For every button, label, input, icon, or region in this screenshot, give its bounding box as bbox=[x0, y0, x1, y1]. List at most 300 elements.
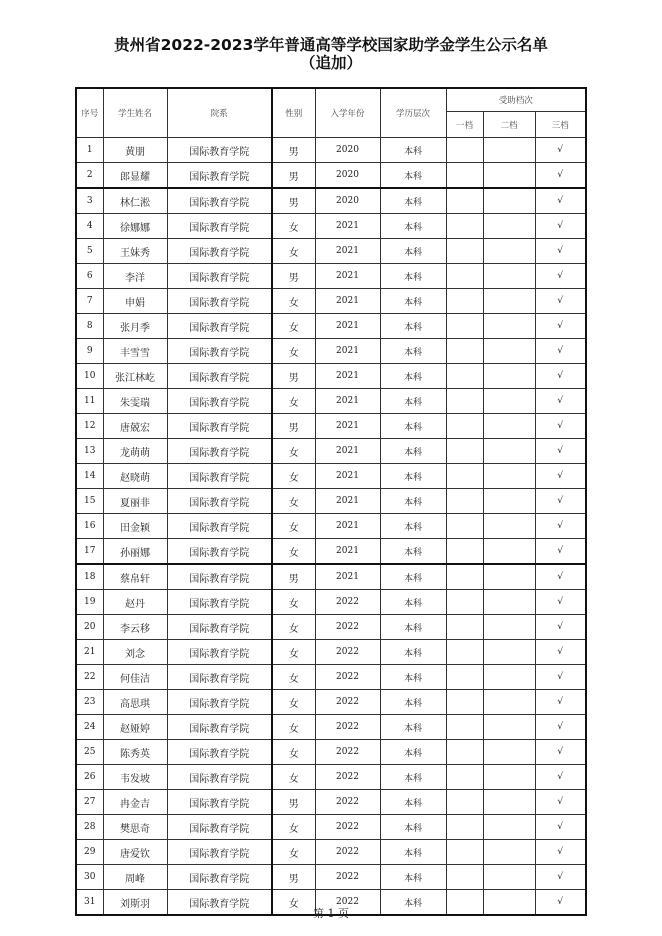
gender: 女 bbox=[272, 514, 315, 539]
grade2-mark bbox=[483, 464, 535, 489]
department: 国际教育学院 bbox=[167, 239, 272, 264]
education-level: 本科 bbox=[380, 489, 446, 514]
row-index: 1 bbox=[76, 138, 103, 163]
row-index: 16 bbox=[76, 514, 103, 539]
student-name: 田金颖 bbox=[103, 514, 167, 539]
grade3-mark: √ bbox=[535, 640, 586, 665]
row-index: 11 bbox=[76, 389, 103, 414]
student-name: 张江林屹 bbox=[103, 364, 167, 389]
row-index: 23 bbox=[76, 690, 103, 715]
grade3-mark: √ bbox=[535, 615, 586, 640]
table-row bbox=[76, 289, 586, 314]
student-name: 韦发坡 bbox=[103, 765, 167, 790]
department: 国际教育学院 bbox=[167, 564, 272, 590]
grade3-mark: √ bbox=[535, 163, 586, 189]
department: 国际教育学院 bbox=[167, 715, 272, 740]
enrollment-year: 2022 bbox=[315, 715, 380, 740]
grade1-mark bbox=[446, 489, 483, 514]
department: 国际教育学院 bbox=[167, 690, 272, 715]
student-name: 刘念 bbox=[103, 640, 167, 665]
grade3-mark: √ bbox=[535, 790, 586, 815]
grade1-mark bbox=[446, 665, 483, 690]
grade2-mark bbox=[483, 214, 535, 239]
table-row bbox=[76, 163, 586, 189]
grade1-mark bbox=[446, 439, 483, 464]
table-row bbox=[76, 439, 586, 464]
gender: 女 bbox=[272, 840, 315, 865]
department: 国际教育学院 bbox=[167, 765, 272, 790]
student-name: 夏丽非 bbox=[103, 489, 167, 514]
grade2-mark bbox=[483, 615, 535, 640]
enrollment-year: 2022 bbox=[315, 840, 380, 865]
row-index: 21 bbox=[76, 640, 103, 665]
department: 国际教育学院 bbox=[167, 439, 272, 464]
student-name: 朱雯瑞 bbox=[103, 389, 167, 414]
education-level: 本科 bbox=[380, 188, 446, 214]
education-level: 本科 bbox=[380, 289, 446, 314]
row-index: 30 bbox=[76, 865, 103, 890]
grade2-mark bbox=[483, 564, 535, 590]
gender: 女 bbox=[272, 890, 315, 916]
gender: 女 bbox=[272, 815, 315, 840]
table-row bbox=[76, 188, 586, 214]
grade3-mark: √ bbox=[535, 590, 586, 615]
row-index: 10 bbox=[76, 364, 103, 389]
header-grade2: 二档 bbox=[483, 112, 535, 138]
education-level: 本科 bbox=[380, 640, 446, 665]
gender: 女 bbox=[272, 615, 315, 640]
grade2-mark bbox=[483, 489, 535, 514]
enrollment-year: 2020 bbox=[315, 138, 380, 163]
grade2-mark bbox=[483, 289, 535, 314]
student-name: 孙丽娜 bbox=[103, 539, 167, 565]
grade2-mark bbox=[483, 364, 535, 389]
grade3-mark: √ bbox=[535, 289, 586, 314]
table-row bbox=[76, 665, 586, 690]
table-row bbox=[76, 740, 586, 765]
row-index: 18 bbox=[76, 564, 103, 590]
grade3-mark: √ bbox=[535, 414, 586, 439]
grade1-mark bbox=[446, 163, 483, 189]
grade1-mark bbox=[446, 640, 483, 665]
grade1-mark bbox=[446, 264, 483, 289]
table-row bbox=[76, 489, 586, 514]
student-name: 樊思奇 bbox=[103, 815, 167, 840]
header-index: 序号 bbox=[76, 88, 103, 138]
row-index: 4 bbox=[76, 214, 103, 239]
education-level: 本科 bbox=[380, 514, 446, 539]
enrollment-year: 2021 bbox=[315, 264, 380, 289]
gender: 女 bbox=[272, 640, 315, 665]
grade2-mark bbox=[483, 239, 535, 264]
education-level: 本科 bbox=[380, 264, 446, 289]
grade1-mark bbox=[446, 564, 483, 590]
row-index: 8 bbox=[76, 314, 103, 339]
student-name: 冉金吉 bbox=[103, 790, 167, 815]
department: 国际教育学院 bbox=[167, 665, 272, 690]
table-row bbox=[76, 615, 586, 640]
department: 国际教育学院 bbox=[167, 539, 272, 565]
table-row bbox=[76, 640, 586, 665]
grade1-mark bbox=[446, 364, 483, 389]
department: 国际教育学院 bbox=[167, 138, 272, 163]
department: 国际教育学院 bbox=[167, 514, 272, 539]
gender: 女 bbox=[272, 665, 315, 690]
grade3-mark: √ bbox=[535, 890, 586, 916]
department: 国际教育学院 bbox=[167, 640, 272, 665]
row-index: 13 bbox=[76, 439, 103, 464]
grade1-mark bbox=[446, 615, 483, 640]
grade2-mark bbox=[483, 640, 535, 665]
document-subtitle: （追加） bbox=[299, 54, 362, 72]
department: 国际教育学院 bbox=[167, 414, 272, 439]
student-name: 高思琪 bbox=[103, 690, 167, 715]
row-index: 2 bbox=[76, 163, 103, 189]
education-level: 本科 bbox=[380, 865, 446, 890]
row-index: 24 bbox=[76, 715, 103, 740]
table-row bbox=[76, 389, 586, 414]
education-level: 本科 bbox=[380, 239, 446, 264]
grade1-mark bbox=[446, 414, 483, 439]
education-level: 本科 bbox=[380, 765, 446, 790]
education-level: 本科 bbox=[380, 690, 446, 715]
row-index: 15 bbox=[76, 489, 103, 514]
table-row bbox=[76, 314, 586, 339]
grade2-mark bbox=[483, 188, 535, 214]
enrollment-year: 2021 bbox=[315, 414, 380, 439]
grade3-mark: √ bbox=[535, 489, 586, 514]
grade1-mark bbox=[446, 289, 483, 314]
grade1-mark bbox=[446, 214, 483, 239]
enrollment-year: 2021 bbox=[315, 289, 380, 314]
gender: 女 bbox=[272, 765, 315, 790]
enrollment-year: 2021 bbox=[315, 314, 380, 339]
row-index: 7 bbox=[76, 289, 103, 314]
enrollment-year: 2020 bbox=[315, 188, 380, 214]
grade1-mark bbox=[446, 239, 483, 264]
grade2-mark bbox=[483, 865, 535, 890]
student-name: 唐爱钦 bbox=[103, 840, 167, 865]
enrollment-year: 2021 bbox=[315, 439, 380, 464]
row-index: 9 bbox=[76, 339, 103, 364]
gender: 男 bbox=[272, 564, 315, 590]
department: 国际教育学院 bbox=[167, 464, 272, 489]
header-name: 学生姓名 bbox=[103, 88, 167, 138]
enrollment-year: 2022 bbox=[315, 815, 380, 840]
grade3-mark: √ bbox=[535, 665, 586, 690]
gender: 女 bbox=[272, 239, 315, 264]
row-index: 17 bbox=[76, 539, 103, 565]
row-index: 26 bbox=[76, 765, 103, 790]
enrollment-year: 2022 bbox=[315, 640, 380, 665]
row-index: 3 bbox=[76, 188, 103, 214]
document-title: 贵州省2022-2023学年普通高等学校国家助学金学生公示名单 bbox=[114, 36, 548, 54]
student-name: 申娟 bbox=[103, 289, 167, 314]
grade2-mark bbox=[483, 815, 535, 840]
department: 国际教育学院 bbox=[167, 314, 272, 339]
education-level: 本科 bbox=[380, 840, 446, 865]
grade1-mark bbox=[446, 865, 483, 890]
grade1-mark bbox=[446, 590, 483, 615]
header-year: 入学年份 bbox=[315, 88, 380, 138]
grade3-mark: √ bbox=[535, 264, 586, 289]
grade2-mark bbox=[483, 138, 535, 163]
row-index: 22 bbox=[76, 665, 103, 690]
header-gender: 性别 bbox=[272, 88, 315, 138]
header-grade3: 三档 bbox=[535, 112, 586, 138]
recipient-table bbox=[75, 87, 587, 916]
table-row bbox=[76, 364, 586, 389]
department: 国际教育学院 bbox=[167, 890, 272, 916]
gender: 女 bbox=[272, 539, 315, 565]
gender: 男 bbox=[272, 264, 315, 289]
department: 国际教育学院 bbox=[167, 790, 272, 815]
education-level: 本科 bbox=[380, 539, 446, 565]
grade3-mark: √ bbox=[535, 740, 586, 765]
student-name: 陈秀英 bbox=[103, 740, 167, 765]
education-level: 本科 bbox=[380, 414, 446, 439]
table-row bbox=[76, 865, 586, 890]
gender: 女 bbox=[272, 489, 315, 514]
gender: 女 bbox=[272, 715, 315, 740]
row-index: 19 bbox=[76, 590, 103, 615]
gender: 女 bbox=[272, 214, 315, 239]
department: 国际教育学院 bbox=[167, 590, 272, 615]
enrollment-year: 2022 bbox=[315, 615, 380, 640]
table-row bbox=[76, 840, 586, 865]
gender: 男 bbox=[272, 163, 315, 189]
header-grade1: 一档 bbox=[446, 112, 483, 138]
education-level: 本科 bbox=[380, 740, 446, 765]
enrollment-year: 2022 bbox=[315, 665, 380, 690]
table-row bbox=[76, 138, 586, 163]
header-grade-group: 受助档次 bbox=[446, 88, 586, 112]
student-name: 周峰 bbox=[103, 865, 167, 890]
gender: 男 bbox=[272, 138, 315, 163]
enrollment-year: 2021 bbox=[315, 464, 380, 489]
grade3-mark: √ bbox=[535, 539, 586, 565]
grade1-mark bbox=[446, 464, 483, 489]
table-row bbox=[76, 514, 586, 539]
enrollment-year: 2021 bbox=[315, 564, 380, 590]
grade1-mark bbox=[446, 715, 483, 740]
row-index: 5 bbox=[76, 239, 103, 264]
department: 国际教育学院 bbox=[167, 865, 272, 890]
enrollment-year: 2022 bbox=[315, 690, 380, 715]
grade1-mark bbox=[446, 138, 483, 163]
row-index: 14 bbox=[76, 464, 103, 489]
student-name: 张月季 bbox=[103, 314, 167, 339]
grade2-mark bbox=[483, 715, 535, 740]
education-level: 本科 bbox=[380, 590, 446, 615]
student-name: 蔡帛轩 bbox=[103, 564, 167, 590]
department: 国际教育学院 bbox=[167, 188, 272, 214]
table-row bbox=[76, 339, 586, 364]
table-row bbox=[76, 590, 586, 615]
gender: 男 bbox=[272, 790, 315, 815]
header-dept: 院系 bbox=[167, 88, 272, 138]
row-index: 12 bbox=[76, 414, 103, 439]
grade3-mark: √ bbox=[535, 188, 586, 214]
department: 国际教育学院 bbox=[167, 264, 272, 289]
grade2-mark bbox=[483, 765, 535, 790]
grade3-mark: √ bbox=[535, 690, 586, 715]
page-number: 第 1 页 bbox=[313, 907, 349, 920]
grade2-mark bbox=[483, 339, 535, 364]
table-row bbox=[76, 690, 586, 715]
grade2-mark bbox=[483, 840, 535, 865]
department: 国际教育学院 bbox=[167, 815, 272, 840]
enrollment-year: 2021 bbox=[315, 239, 380, 264]
grade3-mark: √ bbox=[535, 815, 586, 840]
grade2-mark bbox=[483, 514, 535, 539]
student-name: 徐娜娜 bbox=[103, 214, 167, 239]
grade1-mark bbox=[446, 514, 483, 539]
grade3-mark: √ bbox=[535, 439, 586, 464]
student-name: 赵丹 bbox=[103, 590, 167, 615]
gender: 女 bbox=[272, 389, 315, 414]
grade2-mark bbox=[483, 665, 535, 690]
gender: 女 bbox=[272, 464, 315, 489]
grade1-mark bbox=[446, 815, 483, 840]
grade2-mark bbox=[483, 439, 535, 464]
department: 国际教育学院 bbox=[167, 389, 272, 414]
enrollment-year: 2022 bbox=[315, 865, 380, 890]
department: 国际教育学院 bbox=[167, 289, 272, 314]
table-row bbox=[76, 239, 586, 264]
grade1-mark bbox=[446, 690, 483, 715]
grade1-mark bbox=[446, 339, 483, 364]
row-index: 20 bbox=[76, 615, 103, 640]
grade2-mark bbox=[483, 539, 535, 565]
grade1-mark bbox=[446, 539, 483, 565]
education-level: 本科 bbox=[380, 314, 446, 339]
grade2-mark bbox=[483, 790, 535, 815]
student-name: 郎显耀 bbox=[103, 163, 167, 189]
grade2-mark bbox=[483, 590, 535, 615]
enrollment-year: 2021 bbox=[315, 389, 380, 414]
grade3-mark: √ bbox=[535, 865, 586, 890]
gender: 男 bbox=[272, 414, 315, 439]
education-level: 本科 bbox=[380, 564, 446, 590]
grade1-mark bbox=[446, 740, 483, 765]
grade2-mark bbox=[483, 314, 535, 339]
grade2-mark bbox=[483, 264, 535, 289]
student-name: 黄朋 bbox=[103, 138, 167, 163]
education-level: 本科 bbox=[380, 214, 446, 239]
table-row bbox=[76, 790, 586, 815]
grade3-mark: √ bbox=[535, 715, 586, 740]
grade3-mark: √ bbox=[535, 364, 586, 389]
education-level: 本科 bbox=[380, 439, 446, 464]
education-level: 本科 bbox=[380, 339, 446, 364]
enrollment-year: 2021 bbox=[315, 489, 380, 514]
enrollment-year: 2021 bbox=[315, 214, 380, 239]
enrollment-year: 2022 bbox=[315, 890, 380, 916]
education-level: 本科 bbox=[380, 163, 446, 189]
row-index: 25 bbox=[76, 740, 103, 765]
enrollment-year: 2021 bbox=[315, 539, 380, 565]
enrollment-year: 2021 bbox=[315, 364, 380, 389]
grade3-mark: √ bbox=[535, 138, 586, 163]
student-name: 王妹秀 bbox=[103, 239, 167, 264]
gender: 男 bbox=[272, 364, 315, 389]
gender: 女 bbox=[272, 590, 315, 615]
grade1-mark bbox=[446, 790, 483, 815]
education-level: 本科 bbox=[380, 615, 446, 640]
student-name: 林仁淞 bbox=[103, 188, 167, 214]
header-level: 学历层次 bbox=[380, 88, 446, 138]
student-name: 李洋 bbox=[103, 264, 167, 289]
education-level: 本科 bbox=[380, 464, 446, 489]
education-level: 本科 bbox=[380, 715, 446, 740]
row-index: 6 bbox=[76, 264, 103, 289]
education-level: 本科 bbox=[380, 138, 446, 163]
table-row bbox=[76, 539, 586, 565]
grade1-mark bbox=[446, 765, 483, 790]
grade3-mark: √ bbox=[535, 339, 586, 364]
grade3-mark: √ bbox=[535, 464, 586, 489]
department: 国际教育学院 bbox=[167, 840, 272, 865]
student-name: 何佳洁 bbox=[103, 665, 167, 690]
student-name: 李云移 bbox=[103, 615, 167, 640]
student-name: 龙萌萌 bbox=[103, 439, 167, 464]
student-name: 赵晓萌 bbox=[103, 464, 167, 489]
grade3-mark: √ bbox=[535, 214, 586, 239]
grade3-mark: √ bbox=[535, 564, 586, 590]
education-level: 本科 bbox=[380, 890, 446, 916]
gender: 女 bbox=[272, 289, 315, 314]
gender: 男 bbox=[272, 865, 315, 890]
education-level: 本科 bbox=[380, 389, 446, 414]
row-index: 31 bbox=[76, 890, 103, 916]
grade1-mark bbox=[446, 188, 483, 214]
grade1-mark bbox=[446, 389, 483, 414]
gender: 女 bbox=[272, 314, 315, 339]
grade3-mark: √ bbox=[535, 239, 586, 264]
grade3-mark: √ bbox=[535, 389, 586, 414]
grade3-mark: √ bbox=[535, 314, 586, 339]
gender: 男 bbox=[272, 188, 315, 214]
grade1-mark bbox=[446, 840, 483, 865]
student-name: 赵娅婷 bbox=[103, 715, 167, 740]
row-index: 29 bbox=[76, 840, 103, 865]
enrollment-year: 2022 bbox=[315, 590, 380, 615]
table-row bbox=[76, 715, 586, 740]
education-level: 本科 bbox=[380, 364, 446, 389]
grade3-mark: √ bbox=[535, 514, 586, 539]
grade2-mark bbox=[483, 690, 535, 715]
table-row bbox=[76, 464, 586, 489]
grade3-mark: √ bbox=[535, 765, 586, 790]
grade2-mark bbox=[483, 740, 535, 765]
enrollment-year: 2020 bbox=[315, 163, 380, 189]
table-row bbox=[76, 214, 586, 239]
enrollment-year: 2022 bbox=[315, 740, 380, 765]
gender: 女 bbox=[272, 740, 315, 765]
education-level: 本科 bbox=[380, 790, 446, 815]
table-row bbox=[76, 765, 586, 790]
department: 国际教育学院 bbox=[167, 489, 272, 514]
education-level: 本科 bbox=[380, 665, 446, 690]
department: 国际教育学院 bbox=[167, 214, 272, 239]
department: 国际教育学院 bbox=[167, 339, 272, 364]
gender: 女 bbox=[272, 439, 315, 464]
department: 国际教育学院 bbox=[167, 615, 272, 640]
enrollment-year: 2021 bbox=[315, 514, 380, 539]
department: 国际教育学院 bbox=[167, 163, 272, 189]
table-row bbox=[76, 414, 586, 439]
